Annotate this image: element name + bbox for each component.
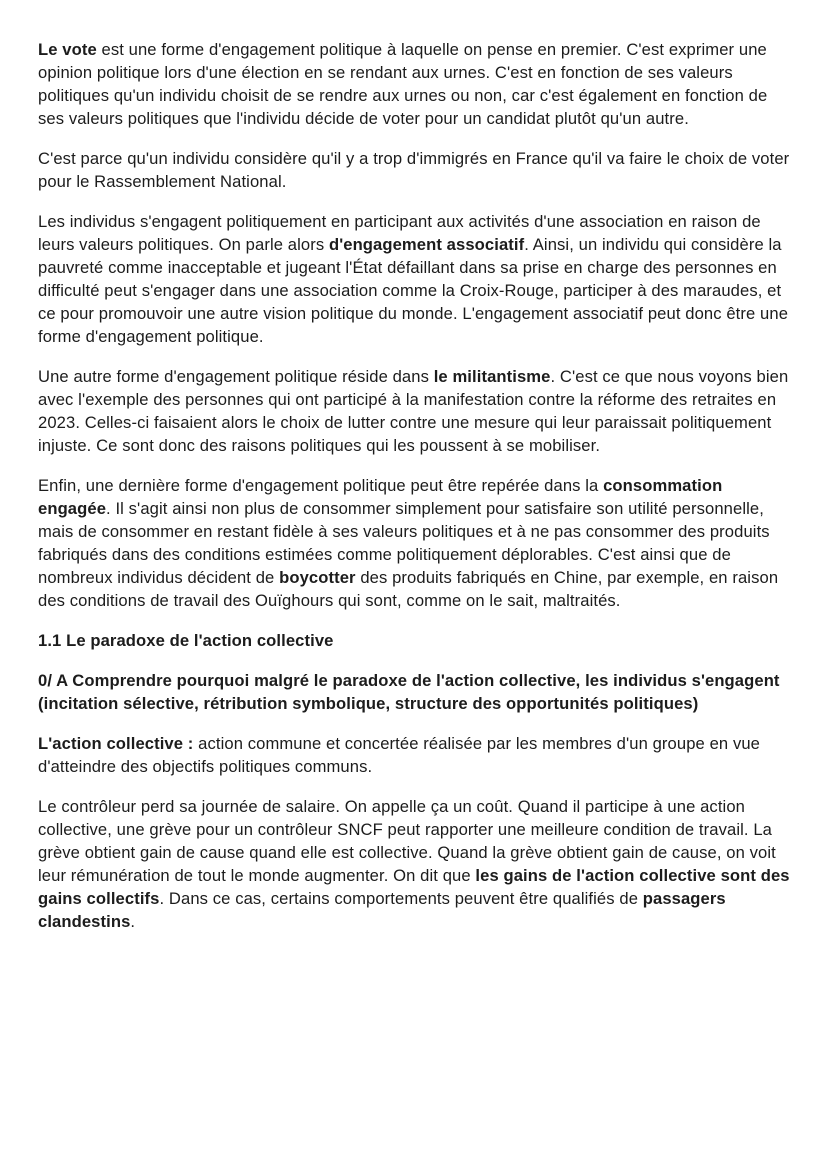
paragraph-example-vote: [38, 147, 794, 193]
text: . Il s'agit ainsi non plus de consommer simplement pour satisfaire son utilité personnelle, mais de consommer en restant fidèle à ses valeurs politiques et à ne pas consommer des produits fabriqués dans des conditions estimées comme politiquement déplorables. C'est ainsi que de nombreux individus décident de: [38, 499, 770, 587]
bold-term: d'engagement associatif: [328, 235, 525, 254]
paragraph-vote: [38, 38, 794, 130]
text: Le contrôleur perd sa journée de salaire. On appelle ça un coût. Quand il participe à une action collective, une grève pour un contrôleur SNCF peut rapporter une meilleure condition de travail. La grève obtient gain de cause quand elle est collective. Quand la grève obtient gain de cause, on voit leur rémunération de tout le monde augmenter. On dit que: [38, 797, 776, 885]
document-body: [38, 38, 794, 950]
text: Une autre forme d'engagement politique réside dans: [38, 367, 434, 386]
bold-term: les gains de l'action collective sont des gains collectifs: [38, 866, 790, 908]
text: est une forme d'engagement politique à laquelle on pense en premier. C'est exprimer une opinion politique lors d'une élection en se rendant aux urnes. C'est en fonction de ses valeurs politiques qu'un individu choisit de se rendre aux urnes ou non, car c'est également en fonction de ses valeurs politiques que l'individu décide de voter pour un candidat plutôt qu'un autre.: [38, 40, 768, 128]
text: . C'est ce que nous voyons bien avec l'exemple des personnes qui ont participé à la manifestation contre la réforme des retraites en 2023. Celles-ci faisaient alors le choix de lutter contre une mesure qui leur paraissait politiquement injuste. Ce sont donc des raisons politiques qui les poussent à se mobiliser.: [38, 367, 789, 455]
section-heading: 1.1 Le paradoxe de l'action collective: [38, 631, 334, 650]
text: C'est parce qu'un individu considère qu'il y a trop d'immigrés en France qu'il va faire le choix de voter pour le Rassemblement National.: [38, 149, 790, 191]
bold-term: L'action collective :: [38, 734, 194, 753]
text: Enfin, une dernière forme d'engagement politique peut être repérée dans la: [38, 476, 604, 495]
bold-term: boycotter: [279, 568, 356, 587]
bold-term: passagers clandestins: [38, 889, 726, 931]
bold-term: Le vote: [38, 40, 97, 59]
paragraph-definition: [38, 732, 794, 778]
paragraph-militantisme: [38, 365, 794, 457]
text: . Ainsi, un individu qui considère la pauvreté comme inacceptable et jugeant l'État défaillant dans sa prise en charge des personnes en difficulté peut s'engager dans une association comme la Croix-Rouge, participer à des maraudes, et ce pour promouvoir une autre vision politique du monde. L'engagement associatif peut donc être une forme d'engagement politique.: [38, 235, 789, 346]
paragraph-associatif: [38, 210, 794, 348]
bold-term: le militantisme: [433, 367, 551, 386]
text: . Dans ce cas, certains comportements peuvent être qualifiés de: [159, 889, 643, 908]
subsection-heading: 0/ A Comprendre pourquoi malgré le paradoxe de l'action collective, les individus s'engagent (incitation sélective, rétribution symbolique, structure des opportunités politiques): [38, 671, 780, 713]
paragraph-consommation: [38, 474, 794, 612]
bold-term: consommation engagée: [38, 476, 723, 518]
text: .: [130, 912, 136, 931]
text: Les individus s'engagent politiquement en participant aux activités d'une association en raison de leurs valeurs politiques. On parle alors: [38, 212, 761, 254]
paragraph-controleur: [38, 795, 794, 933]
text: action commune et concertée réalisée par les membres d'un groupe en vue d'atteindre des objectifs politiques communs.: [38, 734, 761, 776]
text: des produits fabriqués en Chine, par exemple, en raison des conditions de travail des Ouïghours qui sont, comme on le sait, maltraités.: [38, 568, 779, 610]
